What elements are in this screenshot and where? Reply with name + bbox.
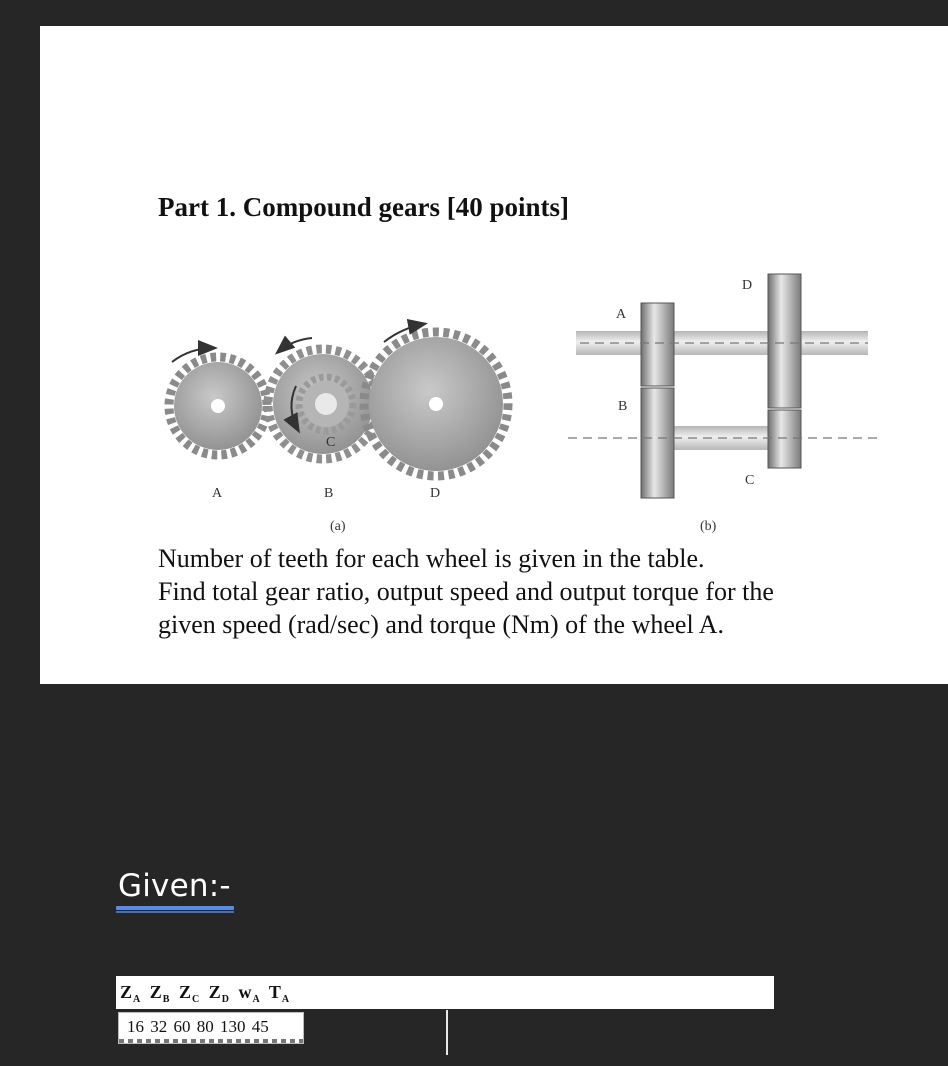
disk-b [641, 388, 674, 498]
fig-b-label-d: D [742, 278, 753, 293]
col-zb: $Z_B$ [149, 982, 170, 1005]
fig-a-label-a: A [212, 486, 223, 501]
cropped-next-row [119, 1039, 303, 1044]
disk-d [768, 274, 801, 408]
text-cursor [446, 1010, 448, 1055]
col-za: $Z_A$ [120, 982, 141, 1005]
col-zc: $Z_C$ [178, 982, 200, 1005]
fig-b-caption: (b) [700, 519, 717, 534]
fig-a-label-c: C [326, 435, 336, 450]
col-zd: $Z_D$ [208, 982, 229, 1005]
fig-b-label-a: A [616, 307, 627, 322]
gear-d [364, 332, 508, 476]
col-ta: $T_A$ [268, 982, 290, 1005]
table-header [120, 982, 294, 1005]
disk-a [641, 303, 674, 386]
given-heading: Given:- [118, 868, 231, 904]
description-line: Find total gear ratio, output speed and output torque for the [158, 577, 774, 606]
table-row [118, 1012, 304, 1044]
fig-a-label-d: D [430, 486, 441, 501]
col-wa: $w_A$ [238, 982, 260, 1005]
fig-b-label-b: B [618, 399, 628, 414]
page-title: Part 1. Compound gears [40 points] [158, 192, 570, 222]
gear-a [169, 357, 267, 455]
fig-a-label-b: B [324, 486, 334, 501]
disk-c [768, 410, 801, 468]
description-line: Number of teeth for each wheel is given in the table. [158, 544, 705, 573]
fig-b-label-c: C [745, 473, 755, 488]
spellcheck-underline-secondary [116, 911, 234, 913]
description-line: given speed (rad/sec) and torque (Nm) of the wheel A. [158, 610, 725, 639]
table-row-values: 16 32 60 80 130 45 [127, 1017, 269, 1036]
spellcheck-underline [116, 906, 234, 910]
fig-a-caption: (a) [330, 519, 346, 534]
problem-description [158, 542, 918, 641]
